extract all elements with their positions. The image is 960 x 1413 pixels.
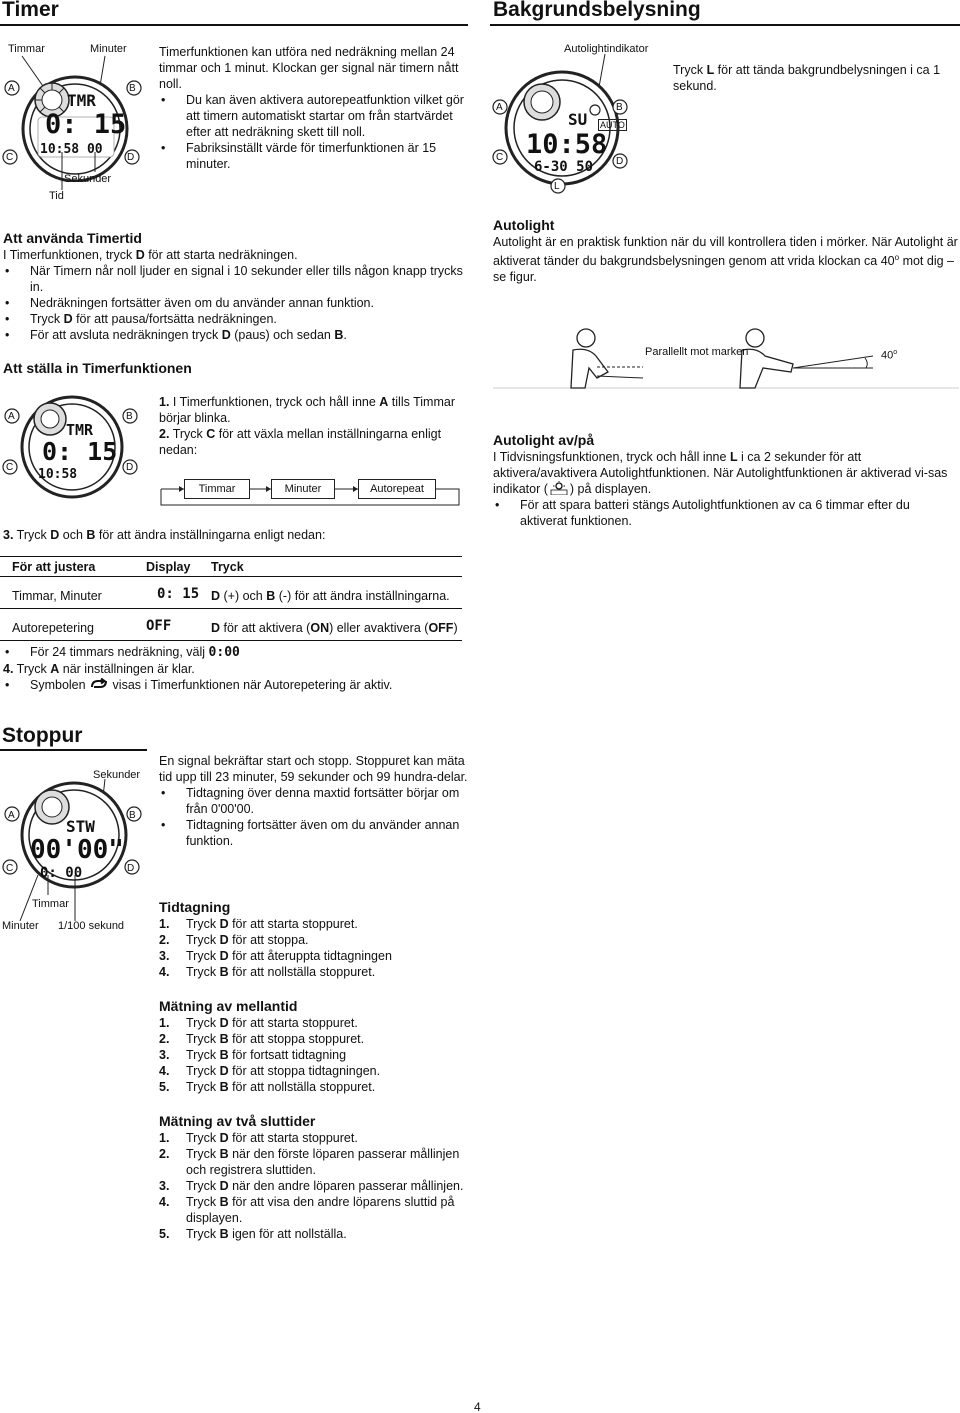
stopwatch-section: [159, 998, 464, 1095]
autolight-body: Autolight är en praktisk funktion när du vill kontrollera tiden i mörker. När Autolight är aktiverat tänder du bakgrundsbelysningen genom att vrida klockan ca 40$^o$ mot dig – se figur.: [493, 235, 958, 285]
label-minutes: Minuter: [2, 920, 39, 932]
table-row-2-display: OFF: [146, 618, 172, 634]
watch-sub-display: 6-30 50: [534, 159, 594, 175]
watch-mode-text: TMR: [66, 421, 94, 439]
button-a-label: A: [496, 102, 503, 113]
timer-after-bullet: • Symbolen visas i Timerfunktionen när Autorepetering är aktiv.: [3, 677, 465, 693]
flow-box-hours: Timmar: [184, 479, 250, 499]
timer-use-bullet: • Nedräkningen fortsätter även om du använder annan funktion.: [3, 295, 465, 311]
autorepeat-icon: [89, 678, 109, 690]
timer-use-heading: Att använda Timertid: [3, 230, 142, 246]
label-seconds: Sekunder: [93, 769, 141, 781]
table-row-1-press: D (+) och B (-) för att ändra inställningarna.: [211, 589, 450, 603]
auto-badge: AUTO: [600, 120, 625, 130]
watch-mode-text: STW: [66, 817, 95, 836]
button-l-label: L: [554, 181, 560, 192]
stopwatch-title-rule: [0, 749, 147, 751]
backlight-title: Bakgrundsbelysning: [493, 0, 701, 21]
stopwatch-section-heading: Tidtagning: [159, 899, 231, 915]
button-d-label: D: [127, 863, 135, 874]
timer-set-step-1: 1. I Timerfunktionen, tryck och håll inne A tills Timmar börjar blinka.: [159, 395, 455, 425]
stopwatch-title: Stoppur: [2, 724, 83, 747]
timer-set-heading: Att ställa in Timerfunktionen: [3, 360, 192, 376]
watch-main-display: 00'00": [30, 835, 124, 865]
timer-bullet: • Du kan även aktivera autorepeatfunktion vilket gör att timern automatiskt startar om från startvärdet efter att nedräkning skett till noll.: [159, 92, 469, 140]
stopwatch-step: 1. Tryck D för att starta stoppuret.: [159, 1131, 358, 1145]
table-header-press: Tryck: [211, 560, 244, 574]
label-hours: Timmar: [8, 43, 45, 55]
watch-main-display: 0: 15: [45, 109, 127, 140]
stopwatch-watch-diagram: [0, 765, 150, 935]
stopwatch-intro: [159, 753, 469, 849]
button-a-label: A: [8, 411, 15, 422]
backlight-title-rule: [490, 24, 960, 26]
autolight-onoff-section: [493, 432, 959, 529]
button-d-label: D: [127, 152, 135, 163]
timer-after-bullet: • För 24 timmars nedräkning, välj 0:00: [3, 644, 465, 661]
stopwatch-step: 2. Tryck B när den förste löparen passerar mållinjen och registrera sluttiden.: [159, 1147, 460, 1177]
timer-set-watch-diagram: [0, 392, 150, 502]
button-c-label: C: [6, 863, 14, 874]
timer-use-bullet: • Tryck D för att pausa/fortsätta nedräkningen.: [3, 311, 465, 327]
label-minutes: Minuter: [90, 43, 127, 55]
stopwatch-step: 3. Tryck B för fortsatt tidtagning: [159, 1048, 347, 1062]
table-row-2-press: D för att aktivera (ON) eller avaktivera (OFF): [211, 621, 458, 635]
autolight-onoff-heading: Autolight av/på: [493, 432, 595, 448]
button-a-label: A: [8, 83, 15, 94]
timer-use-section: [3, 230, 465, 343]
stopwatch-step: 5. Tryck B igen för att nollställa.: [159, 1227, 347, 1241]
stopwatch-step: 1. Tryck D för att starta stoppuret.: [159, 1016, 358, 1030]
timer-after-notes: [3, 644, 465, 693]
autolight-section: [493, 217, 959, 285]
stopwatch-bullet: • Tidtagning över denna maxtid fortsätter börjar om från 0'00'00.: [159, 785, 469, 817]
button-b-label: B: [616, 102, 623, 113]
label-parallel-to-ground: Parallellt mot marken: [645, 346, 749, 358]
label-seconds: Sekunder: [64, 173, 112, 185]
button-b-label: B: [129, 83, 136, 94]
backlight-intro: Tryck L för att tända bakgrundbelysningen i ca 1 sekund.: [673, 63, 941, 93]
watch-sub-display: 10:58: [38, 467, 78, 482]
autolight-onoff-body: I Tidvisningsfunktionen, tryck och håll inne L i ca 2 sekunder för att aktivera/avaktivera Autolightfunktionen. När Autolightfunktionen är aktiverad vi-sas indikator ( ) på displayen.: [493, 450, 948, 496]
stopwatch-step: 3. Tryck D när den andre löparen passerar mållinjen.: [159, 1179, 464, 1193]
timer-bullet: • Fabriksinställt värde för timerfunktionen är 15 minuter.: [159, 140, 469, 172]
stopwatch-step: 1. Tryck D för att starta stoppuret.: [159, 917, 358, 931]
button-b-label: B: [126, 411, 133, 422]
timer-step-4: 4. Tryck A när inställningen är klar.: [3, 662, 195, 676]
timer-set-step-2: 2. Tryck C för att växla mellan inställningarna enligt nedan:: [159, 427, 442, 457]
button-b-label: B: [129, 810, 136, 821]
button-d-label: D: [616, 156, 624, 167]
stopwatch-section-heading: Mätning av mellantid: [159, 998, 298, 1014]
stopwatch-step: 4. Tryck B för att visa den andre löparens sluttid på displayen.: [159, 1195, 455, 1225]
watch-main-display: 10:58: [526, 129, 608, 160]
label-angle: 40$^o$: [881, 349, 898, 362]
watch-main-display: 0: 15: [42, 437, 118, 466]
stopwatch-step: 4. Tryck D för att stoppa tidtagningen.: [159, 1064, 381, 1078]
timer-title: Timer: [2, 0, 59, 21]
watch-mode-text: TMR: [67, 91, 96, 110]
stopwatch-section: [159, 899, 464, 980]
timer-watch-diagram: [0, 40, 150, 210]
stopwatch-step: 3. Tryck D för att återuppta tidtagningen: [159, 949, 392, 963]
label-hundredths: 1/100 sekund: [58, 920, 125, 932]
table-header-adjust: För att justera: [12, 560, 96, 574]
watch-mode-text: SU: [568, 110, 588, 129]
stopwatch-bullet: • Tidtagning fortsätter även om du använder annan funktion.: [159, 817, 469, 849]
timer-set-steps: [159, 394, 459, 458]
table-header-display: Display: [146, 560, 191, 574]
button-a-label: A: [8, 810, 15, 821]
table-row-1-adjust: Timmar, Minuter: [12, 589, 102, 603]
timer-use-bullet: • När Timern når noll ljuder en signal i 10 sekunder eller tills någon knapp trycks in.: [3, 263, 465, 295]
timer-intro: [159, 44, 469, 172]
stopwatch-section-heading: Mätning av två sluttider: [159, 1113, 316, 1129]
stopwatch-step: 2. Tryck B för att stoppa stoppuret.: [159, 1032, 365, 1046]
label-time: Tid: [49, 190, 64, 202]
autolight-indicator-icon: [548, 481, 570, 495]
table-row-1-display: 0: 15: [157, 586, 200, 602]
table-row-2-adjust: Autorepetering: [12, 621, 95, 635]
button-c-label: C: [496, 152, 504, 163]
flow-arrows: [159, 476, 464, 508]
button-d-label: D: [126, 462, 134, 473]
timer-use-lead: I Timerfunktionen, tryck D för att starta nedräkningen.: [3, 248, 298, 262]
button-c-label: C: [6, 462, 14, 473]
autolight-heading: Autolight: [493, 217, 555, 233]
timer-use-bullet: • För att avsluta nedräkningen tryck D (paus) och sedan B.: [3, 327, 465, 343]
stopwatch-step: 2. Tryck D för att stoppa.: [159, 933, 309, 947]
stopwatch-intro-text: En signal bekräftar start och stopp. Stoppuret kan mäta tid upp till 23 minuter, 59 sekunder och 99 hundra-delar.: [159, 754, 468, 784]
flow-box-autorepeat: Autorepeat: [358, 479, 436, 499]
flow-box-minutes: Minuter: [271, 479, 335, 499]
watch-sub-display: 10:58 00: [40, 142, 103, 157]
setting-flow-diagram: [159, 476, 464, 508]
page-number: 4: [474, 1400, 481, 1413]
watch-sub-display: 0: 00: [40, 865, 83, 881]
label-hours: Timmar: [32, 898, 69, 910]
autolight-onoff-bullet: • För att spara batteri stängs Autolightfunktionen av ca 6 timmar efter du aktiverat funktionen.: [493, 497, 959, 529]
timer-intro-text: Timerfunktionen kan utföra ned nedräkning mellan 24 timmar och 1 minut. Klockan ger signal när timern nått noll.: [159, 45, 459, 91]
stopwatch-step: 5. Tryck B för att nollställa stoppuret.: [159, 1080, 376, 1094]
button-c-label: C: [6, 152, 14, 163]
timer-title-rule: [0, 24, 468, 26]
label-autolight-indicator: Autolightindikator: [564, 43, 649, 55]
stopwatch-step: 4. Tryck B för att nollställa stoppuret.: [159, 965, 376, 979]
autolight-figure: [493, 320, 959, 400]
backlight-watch-diagram: [490, 40, 660, 200]
timer-set-step-3: 3. Tryck D och B för att ändra inställningarna enligt nedan:: [3, 528, 326, 542]
stopwatch-section: [159, 1113, 464, 1242]
